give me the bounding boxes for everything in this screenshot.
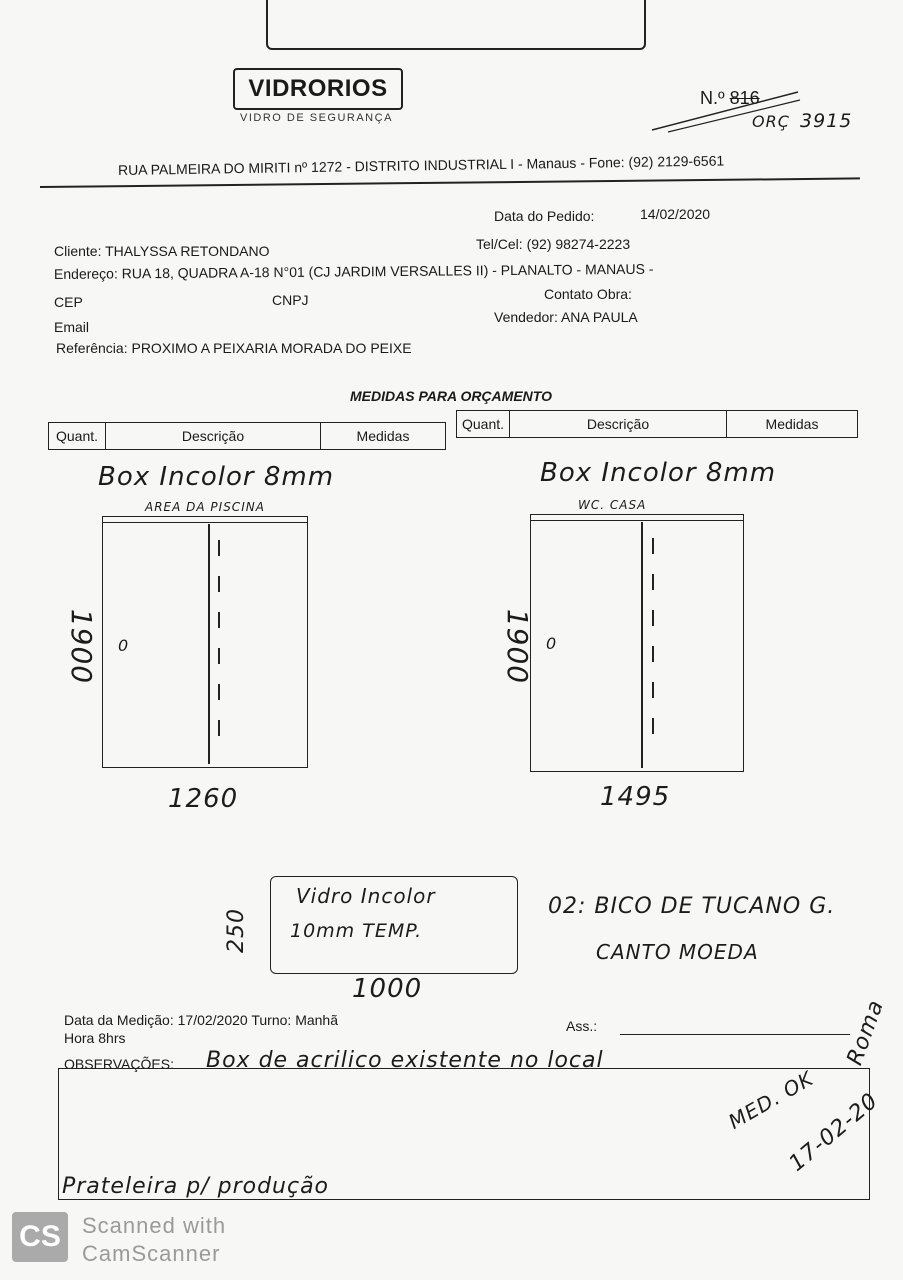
scanner-line2: CamScanner xyxy=(82,1241,221,1266)
number-label: N.º xyxy=(700,88,725,108)
right-width: 1495 xyxy=(600,782,671,812)
glass-height: 250 xyxy=(224,908,249,953)
signature: Roma xyxy=(842,996,890,1069)
phone-value: (92) 98274-2223 xyxy=(526,236,631,252)
reference-row xyxy=(56,340,412,356)
left-dash xyxy=(218,720,220,736)
table-header-left xyxy=(48,422,446,450)
right-dash xyxy=(652,646,654,662)
right-height: 1900 xyxy=(501,608,535,685)
glass-line2: 10mm TEMP. xyxy=(290,920,423,942)
address-value: RUA 18, QUADRA A-18 N°01 (CJ JARDIM VERSALLES II) - PLANALTO - MANAUS - xyxy=(121,260,654,282)
orc-label: ORÇ xyxy=(752,112,790,131)
col-qty-right: Quant. xyxy=(457,411,510,437)
measure-date-label: Data da Medição: xyxy=(64,1012,174,1028)
right-dash xyxy=(652,610,654,626)
seller-label: Vendedor: xyxy=(494,309,558,325)
reference-value: PROXIMO A PEIXARIA MORADA DO PEIXE xyxy=(131,340,412,356)
left-door-mark: 0 xyxy=(118,636,130,655)
right-dash xyxy=(652,682,654,698)
right-sketch-title: Box Incolor 8mm xyxy=(540,458,777,488)
scanner-text xyxy=(82,1212,226,1268)
cep-label: CEP xyxy=(54,294,83,310)
side-note2: 17-02-20 xyxy=(784,1088,884,1177)
email-label: Email xyxy=(54,319,90,335)
left-dash xyxy=(218,612,220,628)
left-dash xyxy=(218,540,220,556)
left-dash xyxy=(218,576,220,592)
client-label: Cliente: xyxy=(54,243,102,259)
seller-value: ANA PAULA xyxy=(560,309,638,325)
measure-date-row xyxy=(64,1012,338,1028)
side-note1: MED. OK xyxy=(724,1066,818,1134)
time-label: Hora xyxy=(64,1030,95,1046)
col-desc-right: Descrição xyxy=(510,411,727,437)
col-qty-left: Quant. xyxy=(49,423,106,449)
number-value: 816 xyxy=(729,88,760,108)
orc-number: 3915 xyxy=(800,110,853,132)
glass-width: 1000 xyxy=(352,974,423,1004)
client-row xyxy=(54,243,270,259)
company-logo: VIDRORIOS xyxy=(233,68,403,110)
signature-line xyxy=(620,1034,850,1035)
table-header-right xyxy=(456,410,858,438)
obs-line1: Box de acrilico existente no local xyxy=(206,1048,604,1073)
note-line1: 02: BICO DE TUCANO G. xyxy=(548,894,836,919)
left-sketch-title: Box Incolor 8mm xyxy=(98,462,335,492)
signature-label: Ass.: xyxy=(566,1018,598,1034)
right-dash xyxy=(652,574,654,590)
right-door-mark: 0 xyxy=(546,634,558,653)
phone-label: Tel/Cel: xyxy=(476,236,523,252)
cnpj-label: CNPJ xyxy=(272,292,309,308)
left-height: 1900 xyxy=(65,608,99,685)
left-width: 1260 xyxy=(168,784,239,814)
seller-row xyxy=(494,309,638,325)
right-box-frame xyxy=(530,520,744,772)
right-dash xyxy=(652,538,654,554)
contact-label: Contato Obra: xyxy=(544,286,632,302)
date-label: Data do Pedido: xyxy=(494,208,595,224)
obs-label: OBSERVAÇÕES: xyxy=(64,1056,174,1072)
header-rule xyxy=(40,177,860,188)
left-sketch-location: AREA DA PISCINA xyxy=(145,500,265,514)
left-dash xyxy=(218,648,220,664)
col-measure-left: Medidas xyxy=(356,428,410,444)
left-box-frame xyxy=(102,522,308,768)
obs-line2: Prateleira p/ produção xyxy=(62,1174,330,1199)
address-row xyxy=(54,261,654,282)
company-address: RUA PALMEIRA DO MIRITI nº 1272 - DISTRITO INDUSTRIAL I - Manaus - Fone: (92) 2129-6561 xyxy=(117,152,725,178)
col-desc-left: Descrição xyxy=(106,423,321,449)
glass-line1: Vidro Incolor xyxy=(296,884,436,908)
measure-date-value: 17/02/2020 xyxy=(177,1012,248,1028)
note-line2: CANTO MOEDA xyxy=(596,940,759,964)
col-measure-right: Medidas xyxy=(765,416,819,432)
time-row xyxy=(64,1030,125,1046)
shift-label: Turno: xyxy=(251,1012,292,1028)
time-value: 8hrs xyxy=(98,1030,126,1046)
client-value: THALYSSA RETONDANO xyxy=(105,243,270,259)
scanner-line1: Scanned with xyxy=(82,1213,227,1238)
shift-value: Manhã xyxy=(295,1012,338,1028)
reference-label: Referência: xyxy=(56,340,128,356)
phone-row xyxy=(476,236,630,252)
right-sketch-location: WC. CASA xyxy=(578,498,647,512)
top-box xyxy=(266,0,646,50)
date-value: 14/02/2020 xyxy=(640,206,711,222)
left-dash xyxy=(218,684,220,700)
right-divider xyxy=(641,522,643,768)
logo-subtitle: VIDRO DE SEGURANÇA xyxy=(240,112,393,124)
right-dash xyxy=(652,718,654,734)
left-divider xyxy=(208,524,210,764)
scanner-logo: CS xyxy=(12,1212,68,1262)
scanner-watermark xyxy=(12,1212,68,1262)
address-label: Endereço: xyxy=(53,265,118,282)
measures-title: MEDIDAS PARA ORÇAMENTO xyxy=(350,388,552,404)
